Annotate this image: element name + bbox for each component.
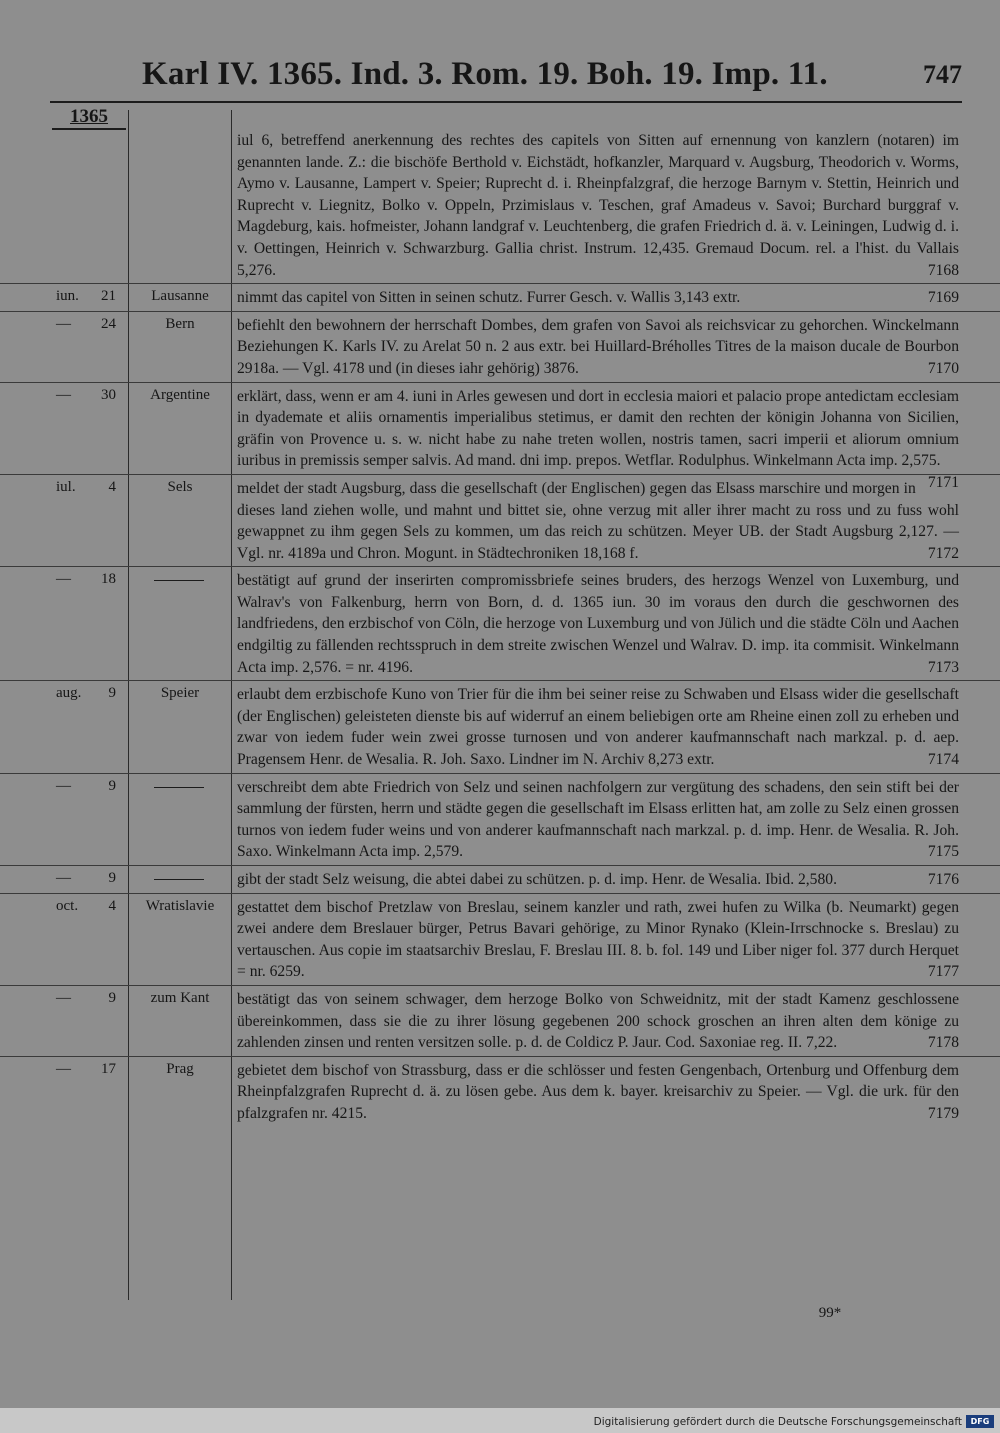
entry-body: iul 6, betreffend anerkennung des rechtes des capitels von Sitten auf ernennung von kanzlern (notaren) im genannten lande. Z.: die bischöfe Berthold v. Eichstädt, hofkanzler, Marquard v. Augsburg, Theodorich v. Worms, Aymo v. Lausanne, Lampert v. Speier; Ruprecht d. i. Rheinpfalzgraf, die herzoge Barnym v. Stettin, Heinrich und Ruprecht v. Liegnitz, Bolko v. Oppeln, Przimislaus v. Teschen, graf Amadeus v. Savoi; Burchard burggraf v. Magdeburg, kais. hofmeister, Johann landgraf v. Leuchtenberg, die grafen Friedrich d. ä. v. Leiningen, Ludwig d. i. v. Oettingen, Heinrich v. Schwarzburg. Gallia christ. Instrum. 12,435. Gremaud Docum. rel. a l'hist. du Vallais 5,276.	[237, 132, 959, 279]
entry-body: meldet der stadt Augsburg, dass die gesellschaft (der Englischen) gegen das Elsass marschire und morgen in dieses land ziehen wolle, und mahnt und bittet sie, ohne verzug mit aller ihrer macht zu ross und zu fuss wohl gewappnet zu ihm gegen Sels zu kommen, um das reich zu schützen. Meyer UB. der Stadt Augsburg 2,127. — Vgl. nr. 4189a und Chron. Mogunt. in Städtechroniken 18,168 f.	[237, 479, 959, 562]
entry-day: 24	[101, 315, 116, 332]
entry-body: erklärt, dass, wenn er am 4. iuni in Arles gewesen und dort in ecclesia maiori et palacio prope antedictam ecclesiam in dyademate et aliis ornamentis imperialibus stetimus, er damit den rechten der königin Johanna von Sicilien, gräfin von Provence u. s. w. nicht habe zu nahe treten wollen, nostris tamen, sacri imperii et aliorum omnium iuribus in premissis semper salvis. Ad mand. dni imp. prepos. Wetflar. Rodulphus. Winkelmann Acta imp. 2,575.	[237, 387, 959, 470]
entry-body: bestätigt auf grund der inserirten compromissbriefe seines bruders, des herzogs Wenzel von Luxemburg, und Walrav's von Falkenburg, herrn von Born, d. d. 1365 iun. 30 im voraus den durch die geschwornen des landfriedens, den erzbischof von Cöln, die herzoge von Luxemburg und von Jülich und die städte Cöln und Aachen endgiltig zu fällenden rechtsspruch in dem streite zwischen Wenzel und Walrav. D. imp. ita commisit. Winkelmann Acta imp. 2,576. = nr. 4196.	[237, 572, 959, 676]
entry-text	[237, 681, 959, 772]
entry-place: Bern	[165, 315, 195, 332]
ditto-dash	[154, 879, 204, 880]
entry-date	[56, 1061, 116, 1078]
dfg-logo: DFG	[966, 1415, 994, 1428]
entry-day: 17	[101, 1060, 116, 1077]
entry-day: 9	[108, 777, 116, 794]
entry-text	[237, 1057, 959, 1127]
entry-number: 7170	[927, 359, 959, 377]
year-label: 1365	[52, 104, 126, 130]
entry-text	[237, 383, 959, 491]
entry-month: aug.	[56, 685, 82, 702]
entry-date	[56, 990, 116, 1007]
entry-number: 7169	[927, 289, 959, 307]
entry-row	[0, 284, 1000, 312]
funding-notice: Digitalisierung gefördert durch die Deutsche Forschungsgemeinschaft	[593, 1416, 962, 1428]
entry-month: —	[56, 777, 71, 794]
ditto-dash	[154, 580, 204, 581]
entry-text	[237, 567, 959, 680]
entry-text	[237, 284, 959, 311]
entry-day: 4	[108, 478, 116, 495]
entry-body: erlaubt dem erzbischofe Kuno von Trier für die ihm bei seiner reise zu Schwaben und Elsass wider die gesellschaft (der Englischen) geleisteten dienste bis auf widerruf an einem beliebigen orte am Rheine einen zoll zu erheben und zwar von iedem fuder wein zwei grosse turnosen und von anderer kaufmannschaft nach markzal. p. d. aep. Pragensem Henr. de Wesalia. R. Joh. Saxo. Lindner im N. Archiv 8,273 extr.	[237, 686, 959, 769]
entry-text	[237, 312, 959, 382]
entry-place: Prag	[166, 1060, 194, 1077]
entry-body: gebietet dem bischof von Strassburg, dass er die schlösser und festen Gengenbach, Ortenburg und Offenburg dem Rheinpfalzgrafen Ruprecht d. ä. zu lösen gebe. Aus dem k. bayer. kreisarchiv zu Speier. — Vgl. die urk. für den pfalzgrafen nr. 4215.	[237, 1061, 959, 1122]
regesta-entries	[0, 127, 1000, 1127]
entry-body: gibt der stadt Selz weisung, die abtei dabei zu schützen. p. d. imp. Henr. de Wesalia. Ibid. 2,580.	[237, 871, 837, 888]
entry-month: —	[56, 315, 71, 332]
entry-place: Lausanne	[151, 288, 209, 305]
page-number: 747	[923, 60, 962, 89]
entry-row	[0, 681, 1000, 773]
entry-row	[0, 774, 1000, 866]
entry-date	[56, 571, 116, 588]
entry-place: Argentine	[150, 386, 210, 403]
entry-row	[0, 475, 1000, 567]
entry-date	[56, 479, 116, 496]
entry-text	[237, 475, 959, 566]
entry-row	[0, 1057, 1000, 1127]
entry-text	[237, 866, 959, 893]
entry-number: 7178	[927, 1034, 959, 1052]
entry-body: befiehlt den bewohnern der herrschaft Dombes, dem grafen von Savoi als reichsvicar zu gehorchen. Winckelmann Beziehungen K. Karls IV. zu Arelat 50 n. 2 aus extr. bei Huillard-Bréholles Titres de la maison ducale de Bourbon 2918a. — Vgl. 4178 und (in dieses iahr gehörig) 3876.	[237, 316, 959, 377]
entry-body: gestattet dem bischof Pretzlaw von Breslau, seinem kanzler und rath, zwei hufen zu Wilka (b. Neumarkt) gegen zwei andere dem Breslauer bürger, Petrus Bavari gehörige, zu Minor Rynako (Klein-Irrschnocke s. Breslau) zu vertauschen. Aus copie im staatsarchiv Breslau, F. Breslau III. 8. b. fol. 149 und Liber niger fol. 377 durch Herquet = nr. 6259.	[237, 898, 959, 981]
entry-date	[56, 778, 116, 795]
entry-day: 18	[101, 571, 116, 588]
entry-month: —	[56, 386, 71, 403]
header-rule	[50, 101, 962, 103]
entry-month: —	[56, 1060, 71, 1077]
entry-day: 30	[101, 386, 116, 403]
entry-month: —	[56, 571, 71, 588]
entry-day: 9	[108, 989, 116, 1006]
entry-date	[56, 898, 116, 915]
entry-text	[237, 894, 959, 985]
entry-text	[237, 127, 959, 283]
entry-day: 4	[108, 897, 116, 914]
entry-date	[56, 685, 116, 702]
entry-date	[56, 288, 116, 305]
entry-place: Speier	[160, 685, 200, 702]
entry-row	[0, 567, 1000, 681]
entry-text	[237, 986, 959, 1056]
entry-month: —	[56, 989, 71, 1006]
entry-number: 7179	[927, 1104, 959, 1122]
entry-number: 7172	[927, 544, 959, 562]
entry-number: 7168	[927, 261, 959, 279]
entry-text	[237, 774, 959, 865]
entry-month: iul.	[56, 478, 76, 495]
entry-date	[56, 387, 116, 404]
entry-row	[0, 312, 1000, 383]
entry-date	[56, 316, 116, 333]
entry-row	[0, 986, 1000, 1057]
running-title: Karl IV. 1365. Ind. 3. Rom. 19. Boh. 19. Imp. 11.	[142, 56, 828, 92]
entry-number: 7176	[927, 871, 959, 888]
entry-number: 7175	[927, 843, 959, 861]
entry-place: zum Kant	[150, 989, 210, 1006]
entry-row	[0, 894, 1000, 986]
entry-body: nimmt das capitel von Sitten in seinen schutz. Furrer Gesch. v. Wallis 3,143 extr.	[237, 289, 741, 307]
signature-mark: 99*	[818, 1305, 842, 1321]
entry-number: 7171	[927, 473, 959, 491]
entry-day: 9	[108, 685, 116, 702]
entry-body: bestätigt das von seinem schwager, dem herzoge Bolko von Schweidnitz, mit der stadt Kamenz geschlossene übereinkommen, dass sie die zu ihrer lösung gegebenen 200 schock groschen an ihren alten dem könige zu zahlenden zinsen und renten versitzen solle. p. d. de Coldicz P. Jaur. Cod. Saxoniae reg. II. 7,22.	[237, 990, 959, 1052]
entry-body: verschreibt dem abte Friedrich von Selz und seinen nachfolgern zur vergütung des schadens, den sein stift bei der sammlung der fürsten, herrn und städte gegen die gesellschaft im Elsass erlitten hat, am zolle zu Selz einen grossen turnos von iedem fuder weins und von anderer kaufmannschaft nach markzal. p. d. imp. Henr. de Wesalia. R. Joh. Saxo. Winkelmann Acta imp. 2,579.	[237, 778, 959, 861]
entry-month: iun.	[56, 288, 79, 305]
entry-number: 7174	[927, 751, 959, 769]
entry-row	[0, 127, 1000, 284]
entry-place: Sels	[167, 478, 193, 495]
entry-day: 9	[108, 870, 116, 886]
entry-month: —	[56, 870, 71, 886]
entry-row	[0, 866, 1000, 894]
digitization-footer	[0, 1414, 1000, 1432]
page-header	[0, 56, 1000, 102]
entry-day: 21	[101, 288, 116, 305]
entry-month: oct.	[56, 897, 79, 914]
entry-number: 7177	[927, 963, 959, 981]
entry-number: 7173	[927, 658, 959, 676]
entry-date	[56, 870, 116, 887]
entry-place: Wratislavie	[145, 897, 215, 914]
ditto-dash	[154, 787, 204, 788]
